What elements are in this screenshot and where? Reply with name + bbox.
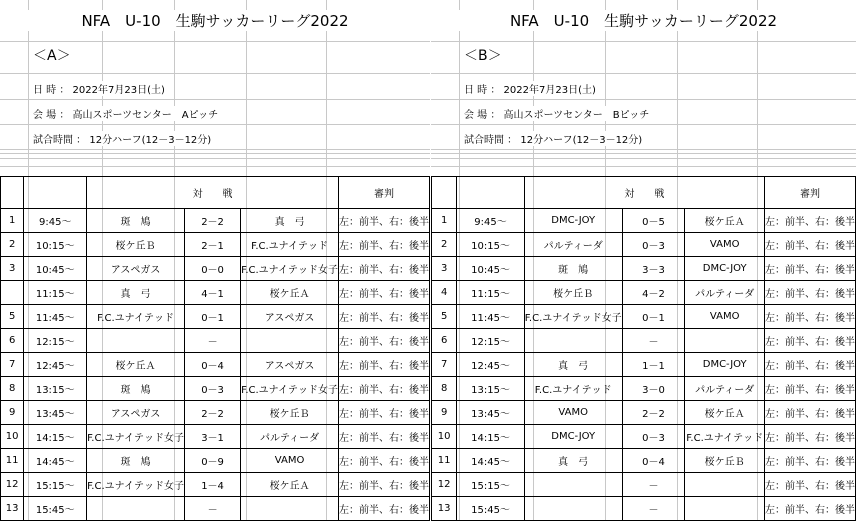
match-score: 2－2 [184,401,240,425]
home-team [524,497,622,521]
match-score: 2－1 [184,233,240,257]
away-team: 桜ケ丘Ｂ [241,401,339,425]
match-score: － [184,329,240,353]
table-row [1,497,430,521]
table-row [432,377,856,401]
kickoff-time: 10:15～ [457,233,525,257]
away-team: 桜ケ丘Ａ [241,473,339,497]
match-number: 13 [432,497,457,521]
table-row [1,473,430,497]
table-row [1,401,430,425]
match-number: 9 [432,401,457,425]
home-team: 斑 鳩 [87,449,185,473]
home-team: DMC-JOY [524,209,622,233]
match-score: 2－2 [622,401,685,425]
referee-assignment: 左：前半、右：後半 [764,257,855,281]
match-score: 0－3 [622,425,685,449]
referee-assignment: 左：前半、右：後半 [338,353,429,377]
referee-assignment: 左：前半、右：後半 [338,257,429,281]
away-team: VAMO [241,449,339,473]
home-team [524,329,622,353]
match-score: 0－4 [184,353,240,377]
match-number: 6 [1,329,24,353]
match-score: 4－2 [622,281,685,305]
away-team: 真 弓 [241,209,339,233]
home-team: アスペガス [87,257,185,281]
match-number: 3 [1,257,24,281]
away-team: F.C.ユナイテッド女子 [241,377,339,401]
kickoff-time: 12:15～ [24,329,87,353]
referee-assignment: 左：前半、右：後半 [764,209,855,233]
match-score: 1－4 [184,473,240,497]
home-team: 真 弓 [87,281,185,305]
match-number: 8 [1,377,24,401]
match-number: 10 [1,425,24,449]
table-row [432,473,856,497]
referee-assignment: 左：前半、右：後半 [338,497,429,521]
referee-assignment: 左：前半、右：後半 [764,233,855,257]
home-team: 桜ケ丘Ａ [87,353,185,377]
kickoff-time: 13:45～ [457,401,525,425]
home-team: アスペガス [87,401,185,425]
referee-assignment: 左：前半、右：後半 [764,497,855,521]
table-row [432,353,856,377]
kickoff-time: 14:45～ [457,449,525,473]
kickoff-time: 12:45～ [457,353,525,377]
table-row [1,329,430,353]
referee-assignment: 左：前半、右：後半 [338,449,429,473]
match-number: 4 [432,281,457,305]
match-score: 3－1 [184,425,240,449]
table-row [1,257,430,281]
kickoff-time: 11:45～ [24,305,87,329]
header-no-cell [432,177,457,209]
match-score: 0－5 [622,209,685,233]
referee-assignment: 左：前半、右：後半 [338,305,429,329]
match-number: 2 [1,233,24,257]
match-score: 0－3 [622,233,685,257]
away-team: パルティーダ [241,425,339,449]
away-team: パルティーダ [685,281,765,305]
away-team: F.C.ユナイテッド [241,233,339,257]
match-score: 3－0 [622,377,685,401]
sheet-title: NFA U-10 生駒サッカーリーグ2022 [2,10,428,31]
home-team [524,473,622,497]
table-row [432,401,856,425]
home-team: パルティーダ [524,233,622,257]
match-score: － [622,497,685,521]
home-team: 斑 鳩 [87,377,185,401]
home-team: DMC-JOY [524,425,622,449]
schedule-body [432,177,856,521]
kickoff-time: 9:45～ [24,209,87,233]
home-team: F.C.ユナイテッド [87,305,185,329]
header-row [1,177,430,209]
home-team: 桜ケ丘Ｂ [87,233,185,257]
match-score: 2－2 [184,209,240,233]
match-number: 3 [432,257,457,281]
schedule-table [0,176,430,521]
referee-assignment: 左：前半、右：後半 [338,401,429,425]
away-team: 桜ケ丘Ａ [685,209,765,233]
header-referee-cell: 審判 [764,177,855,209]
table-row [432,209,856,233]
sheet-b [431,0,856,520]
table-row [432,233,856,257]
match-number: 7 [432,353,457,377]
date-info: 日 時 ： 2022年7月23日(土) [33,81,165,96]
table-row [432,305,856,329]
home-team: F.C.ユナイテッド [524,377,622,401]
home-team: F.C.ユナイテッド女子 [87,425,185,449]
kickoff-time: 9:45～ [457,209,525,233]
kickoff-time: 10:15～ [24,233,87,257]
match-number: 1 [1,209,24,233]
match-score: 0－4 [622,449,685,473]
away-team [685,497,765,521]
kickoff-time: 15:45～ [24,497,87,521]
away-team: F.C.ユナイテッド女子 [241,257,339,281]
match-score: － [622,473,685,497]
match-number: 13 [1,497,24,521]
match-number: 8 [432,377,457,401]
home-team: 桜ケ丘Ｂ [524,281,622,305]
match-number: 12 [432,473,457,497]
away-team: 桜ケ丘Ａ [685,401,765,425]
schedule-table [431,176,856,521]
away-team: VAMO [685,305,765,329]
match-score: 0－3 [184,377,240,401]
referee-assignment: 左：前半、右：後半 [338,473,429,497]
kickoff-time: 14:15～ [457,425,525,449]
header-row [432,177,856,209]
header-referee-cell: 審判 [338,177,429,209]
kickoff-time: 12:45～ [24,353,87,377]
match-score: 4－1 [184,281,240,305]
match-number: 11 [1,449,24,473]
match-number: 5 [432,305,457,329]
match-number [1,281,24,305]
kickoff-time: 13:15～ [24,377,87,401]
match-score: － [184,497,240,521]
referee-assignment: 左：前半、右：後半 [764,401,855,425]
match-number: 9 [1,401,24,425]
match-number: 2 [432,233,457,257]
away-team: アスペガス [241,305,339,329]
away-team [685,329,765,353]
referee-assignment: 左：前半、右：後半 [764,353,855,377]
kickoff-time: 10:45～ [457,257,525,281]
match-score: 0－0 [184,257,240,281]
table-row [1,353,430,377]
referee-assignment: 左：前半、右：後半 [338,209,429,233]
home-team: 斑 鳩 [524,257,622,281]
match-number: 5 [1,305,24,329]
header-time-cell [457,177,525,209]
kickoff-time: 11:15～ [457,281,525,305]
match-score: 0－1 [622,305,685,329]
referee-assignment: 左：前半、右：後半 [338,233,429,257]
table-row [432,449,856,473]
away-team: DMC-JOY [685,257,765,281]
kickoff-time: 13:15～ [457,377,525,401]
match-number: 7 [1,353,24,377]
away-team: 桜ケ丘Ｂ [685,449,765,473]
date-info: 日 時 ： 2022年7月23日(土) [464,81,596,96]
home-team [87,329,185,353]
match-format-info: 試合時間 ： 12分ハーフ(12－3－12分) [33,131,211,146]
table-row [1,377,430,401]
match-number: 12 [1,473,24,497]
venue-info: 会 場 ： 高山スポーツセンター Bピッチ [464,106,649,121]
table-row [1,209,430,233]
kickoff-time: 14:15～ [24,425,87,449]
schedule-body [1,177,430,521]
referee-assignment: 左：前半、右：後半 [338,329,429,353]
away-team: パルティーダ [685,377,765,401]
referee-assignment: 左：前半、右：後半 [338,281,429,305]
table-row [1,281,430,305]
kickoff-time: 15:15～ [457,473,525,497]
venue-info: 会 場 ： 高山スポーツセンター Aピッチ [33,106,218,121]
referee-assignment: 左：前半、右：後半 [764,281,855,305]
header-match-cell: 対 戦 [87,177,339,209]
match-score: － [622,329,685,353]
match-number: 1 [432,209,457,233]
table-row [1,449,430,473]
away-team: VAMO [685,233,765,257]
kickoff-time: 14:45～ [24,449,87,473]
match-score: 3－3 [622,257,685,281]
table-row [1,233,430,257]
home-team: VAMO [524,401,622,425]
table-row [1,425,430,449]
table-row [432,329,856,353]
kickoff-time: 15:15～ [24,473,87,497]
sheet-title: NFA U-10 生駒サッカーリーグ2022 [433,10,854,31]
referee-assignment: 左：前半、右：後半 [764,449,855,473]
away-team [241,497,339,521]
kickoff-time: 11:15～ [24,281,87,305]
kickoff-time: 11:45～ [457,305,525,329]
referee-assignment: 左：前半、右：後半 [338,425,429,449]
away-team [241,329,339,353]
table-row [432,497,856,521]
away-team: アスペガス [241,353,339,377]
away-team [685,473,765,497]
header-no-cell [1,177,24,209]
table-row [1,305,430,329]
referee-assignment: 左：前半、右：後半 [764,425,855,449]
match-number: 6 [432,329,457,353]
match-score: 0－1 [184,305,240,329]
table-row [432,257,856,281]
table-row [432,281,856,305]
match-format-info: 試合時間 ： 12分ハーフ(12－3－12分) [464,131,642,146]
home-team: 斑 鳩 [87,209,185,233]
kickoff-time: 12:15～ [457,329,525,353]
away-team: 桜ケ丘Ａ [241,281,339,305]
header-match-cell: 対 戦 [524,177,764,209]
home-team: F.C.ユナイテッド女子 [87,473,185,497]
kickoff-time: 15:45～ [457,497,525,521]
section-label: ＜B＞ [464,45,506,65]
match-score: 1－1 [622,353,685,377]
section-label: ＜A＞ [33,45,75,65]
match-score: 0－9 [184,449,240,473]
referee-assignment: 左：前半、右：後半 [764,473,855,497]
table-row [432,425,856,449]
home-team: F.C.ユナイテッド女子 [524,305,622,329]
referee-assignment: 左：前半、右：後半 [764,305,855,329]
referee-assignment: 左：前半、右：後半 [338,377,429,401]
header-time-cell [24,177,87,209]
kickoff-time: 13:45～ [24,401,87,425]
referee-assignment: 左：前半、右：後半 [764,329,855,353]
match-number: 10 [432,425,457,449]
kickoff-time: 10:45～ [24,257,87,281]
referee-assignment: 左：前半、右：後半 [764,377,855,401]
match-number: 11 [432,449,457,473]
home-team: 真 弓 [524,353,622,377]
away-team: F.C.ユナイテッド [685,425,765,449]
away-team: DMC-JOY [685,353,765,377]
home-team [87,497,185,521]
home-team: 真 弓 [524,449,622,473]
